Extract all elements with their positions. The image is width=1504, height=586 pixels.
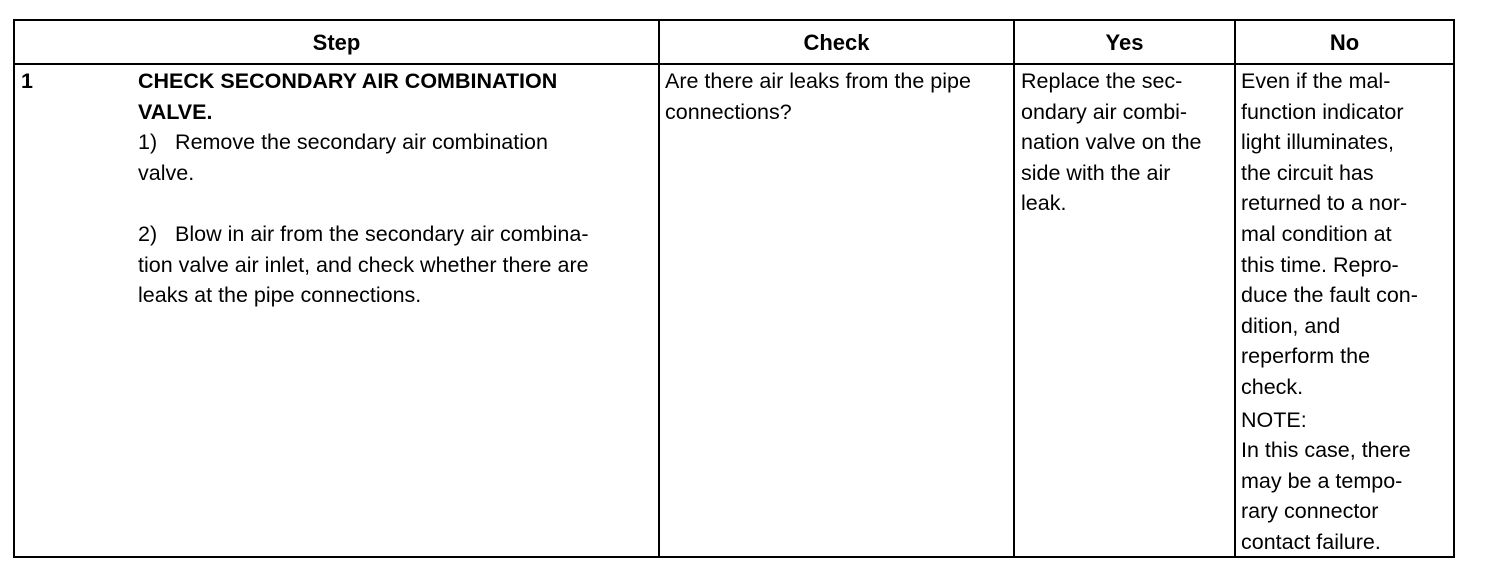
header-check: Check <box>803 30 870 55</box>
step-instruction-line: 2) Blow in air from the secondary air combina- <box>138 221 589 246</box>
step-number: 1 <box>21 69 33 93</box>
header-step: Step <box>312 30 361 55</box>
no-line: this time. Repro- <box>1241 252 1399 277</box>
header-divider <box>15 63 1453 65</box>
note-line: rary connector <box>1241 499 1379 524</box>
step-description <box>138 66 663 311</box>
header-no: No <box>1329 30 1360 55</box>
note-label: NOTE: <box>1241 407 1307 432</box>
check-question <box>665 66 1010 127</box>
no-line: Even if the mal- <box>1241 69 1391 93</box>
no-line: check. <box>1241 374 1304 399</box>
no-line: mal condition at <box>1241 221 1392 246</box>
header-yes: Yes <box>1105 30 1144 55</box>
column-divider-yes-no <box>1234 21 1236 556</box>
yes-line: nation valve on the <box>1021 130 1202 155</box>
yes-line: side with the air <box>1021 160 1171 185</box>
note-line: contact failure. <box>1241 529 1381 554</box>
check-line: Are there air leaks from the pipe <box>665 69 971 93</box>
step-instruction-line: 1) Remove the secondary air combination <box>138 130 548 155</box>
no-line: reperform the <box>1241 344 1371 369</box>
check-line: connections? <box>665 99 792 124</box>
no-line: duce the fault con- <box>1241 283 1418 308</box>
step-title-line: VALVE. <box>138 99 213 124</box>
yes-line: leak. <box>1021 191 1067 216</box>
no-line: the circuit has <box>1241 160 1374 185</box>
note-line: In this case, there <box>1241 438 1411 463</box>
step-title-line: CHECK SECONDARY AIR COMBINATION <box>138 69 558 93</box>
no-line: function indicator <box>1241 99 1404 124</box>
note-line: may be a tempo- <box>1241 468 1403 493</box>
step-instruction-line: leaks at the pipe connections. <box>138 283 422 308</box>
step-instruction-line: valve. <box>138 160 195 185</box>
diagnostic-table <box>13 19 1455 558</box>
no-line: light illuminates, <box>1241 130 1394 155</box>
no-action <box>1241 66 1453 558</box>
spacer <box>138 188 663 219</box>
yes-action <box>1021 66 1233 219</box>
step-instruction-line: tion valve air inlet, and check whether there are <box>138 252 589 277</box>
yes-line: Replace the sec- <box>1021 69 1183 93</box>
no-line: dition, and <box>1241 313 1341 338</box>
no-line: returned to a nor- <box>1241 191 1408 216</box>
yes-line: ondary air combi- <box>1021 99 1188 124</box>
column-divider-check-yes <box>1013 21 1015 556</box>
